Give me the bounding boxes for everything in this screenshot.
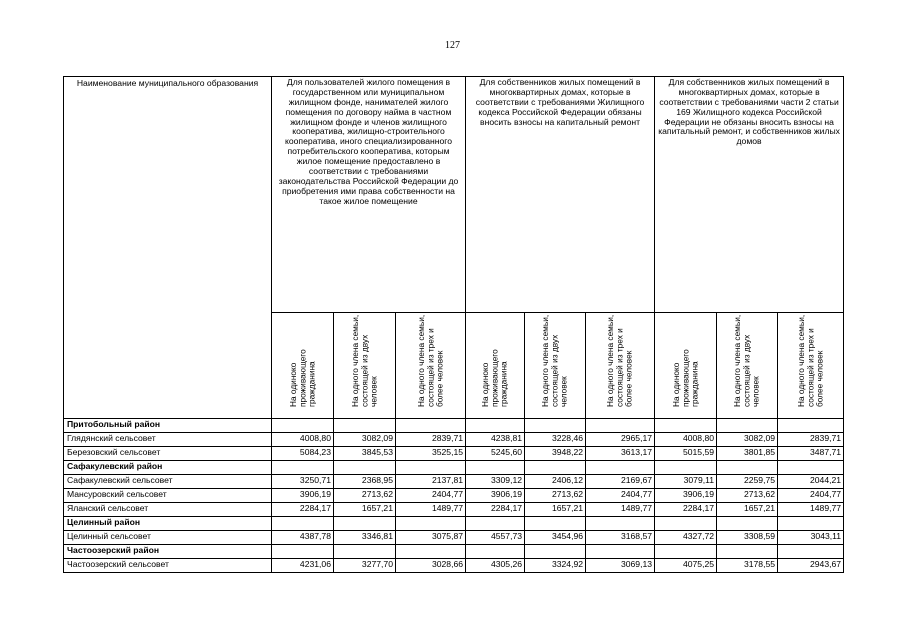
empty-cell [586, 544, 655, 558]
empty-cell [525, 516, 586, 530]
value-cell: 3845,53 [334, 446, 396, 460]
value-cell: 5015,59 [655, 446, 717, 460]
empty-cell [466, 418, 525, 432]
value-cell: 3178,55 [717, 558, 778, 572]
subcolumn-header: На одного члена семьи, состоящей из двух человек [334, 313, 396, 419]
empty-cell [778, 418, 844, 432]
empty-cell [717, 544, 778, 558]
value-cell: 5245,60 [466, 446, 525, 460]
empty-cell [272, 544, 334, 558]
value-cell: 3308,59 [717, 530, 778, 544]
municipality-name: Глядянский сельсовет [64, 432, 272, 446]
value-cell: 2839,71 [396, 432, 466, 446]
value-cell: 2368,95 [334, 474, 396, 488]
empty-cell [396, 544, 466, 558]
empty-cell [466, 544, 525, 558]
value-cell: 1657,21 [334, 502, 396, 516]
subcolumn-header: На одного члена семьи, состоящей из трех и более человек [778, 313, 844, 419]
empty-cell [586, 516, 655, 530]
value-cell: 3309,12 [466, 474, 525, 488]
value-cell: 3801,85 [717, 446, 778, 460]
name-column-header: Наименование муниципального образования [64, 77, 272, 419]
tariff-table [63, 76, 844, 573]
table-row [64, 502, 844, 516]
subcolumn-header: На одиноко проживающего гражданина [272, 313, 334, 419]
value-cell: 2044,21 [778, 474, 844, 488]
value-cell: 2284,17 [466, 502, 525, 516]
region-name: Целинный район [64, 516, 272, 530]
empty-cell [334, 418, 396, 432]
value-cell: 4387,78 [272, 530, 334, 544]
region-row [64, 418, 844, 432]
empty-cell [525, 418, 586, 432]
subcolumn-header: На одиноко проживающего гражданина [466, 313, 525, 419]
value-cell: 3075,87 [396, 530, 466, 544]
value-cell: 2713,62 [525, 488, 586, 502]
value-cell: 3906,19 [272, 488, 334, 502]
value-cell: 5084,23 [272, 446, 334, 460]
page-number: 127 [445, 40, 460, 51]
empty-cell [396, 418, 466, 432]
table-row [64, 446, 844, 460]
municipality-name: Частоозерский сельсовет [64, 558, 272, 572]
empty-cell [655, 544, 717, 558]
table-row [64, 488, 844, 502]
empty-cell [778, 460, 844, 474]
value-cell: 3043,11 [778, 530, 844, 544]
value-cell: 2137,81 [396, 474, 466, 488]
value-cell: 3228,46 [525, 432, 586, 446]
region-row [64, 516, 844, 530]
value-cell: 4238,81 [466, 432, 525, 446]
municipality-name: Яланский сельсовет [64, 502, 272, 516]
group-header-owners-exempt: Для собственников жилых помещений в многоквартирных домах, которые в соответствии с требованиями части 2 статьи 169 Жилищного кодекса Российской Федерации не обязаны вносить взносы на капитальный ремонт, и собственников жилых домов [655, 77, 844, 313]
empty-cell [525, 544, 586, 558]
value-cell: 3028,66 [396, 558, 466, 572]
value-cell: 2404,77 [396, 488, 466, 502]
empty-cell [655, 460, 717, 474]
municipality-name: Березовский сельсовет [64, 446, 272, 460]
table-row [64, 432, 844, 446]
value-cell: 2404,77 [586, 488, 655, 502]
value-cell: 2259,75 [717, 474, 778, 488]
empty-cell [525, 460, 586, 474]
value-cell: 1657,21 [525, 502, 586, 516]
region-row [64, 460, 844, 474]
value-cell: 2284,17 [272, 502, 334, 516]
empty-cell [396, 516, 466, 530]
empty-cell [334, 460, 396, 474]
value-cell: 3168,57 [586, 530, 655, 544]
value-cell: 3079,11 [655, 474, 717, 488]
value-cell: 2943,67 [778, 558, 844, 572]
value-cell: 2406,12 [525, 474, 586, 488]
value-cell: 2404,77 [778, 488, 844, 502]
municipality-name: Целинный сельсовет [64, 530, 272, 544]
value-cell: 4327,72 [655, 530, 717, 544]
value-cell: 4008,80 [655, 432, 717, 446]
empty-cell [717, 418, 778, 432]
empty-cell [466, 460, 525, 474]
region-row [64, 544, 844, 558]
group-header-tenants: Для пользователей жилого помещения в государственном или муниципальном жилищном фонде, нанимателей жилого помещения по договору найма в частном жилищном фонде и членов жилищного кооператива, жилищно-строительного кооператива, иного специализированного потребительского кооператива, которым жилое помещение предоставлено в соответствии с требованиями законодательства Российской Федерации до приобретения ими права собственности на такое жилое помещение [272, 77, 466, 313]
value-cell: 2965,17 [586, 432, 655, 446]
value-cell: 4008,80 [272, 432, 334, 446]
empty-cell [778, 516, 844, 530]
value-cell: 1489,77 [586, 502, 655, 516]
empty-cell [466, 516, 525, 530]
subcolumn-header: На одного члена семьи, состоящей из двух человек [525, 313, 586, 419]
empty-cell [655, 418, 717, 432]
value-cell: 3613,17 [586, 446, 655, 460]
value-cell: 2713,62 [717, 488, 778, 502]
value-cell: 1489,77 [778, 502, 844, 516]
subcolumn-header: На одного члена семьи, состоящей из трех и более человек [396, 313, 466, 419]
empty-cell [272, 516, 334, 530]
empty-cell [334, 516, 396, 530]
value-cell: 1489,77 [396, 502, 466, 516]
value-cell: 3906,19 [466, 488, 525, 502]
region-name: Притобольный район [64, 418, 272, 432]
value-cell: 4557,73 [466, 530, 525, 544]
value-cell: 4075,25 [655, 558, 717, 572]
empty-cell [655, 516, 717, 530]
empty-cell [272, 460, 334, 474]
value-cell: 2169,67 [586, 474, 655, 488]
value-cell: 3454,96 [525, 530, 586, 544]
region-name: Сафакулевский район [64, 460, 272, 474]
value-cell: 1657,21 [717, 502, 778, 516]
region-name: Частоозерский район [64, 544, 272, 558]
value-cell: 3324,92 [525, 558, 586, 572]
empty-cell [717, 516, 778, 530]
header-row-groups [64, 77, 844, 313]
municipality-name: Мансуровский сельсовет [64, 488, 272, 502]
table-row [64, 530, 844, 544]
value-cell: 3277,70 [334, 558, 396, 572]
empty-cell [272, 418, 334, 432]
value-cell: 2713,62 [334, 488, 396, 502]
municipality-name: Сафакулевский сельсовет [64, 474, 272, 488]
value-cell: 3082,09 [334, 432, 396, 446]
value-cell: 4305,26 [466, 558, 525, 572]
subcolumn-header: На одиноко проживающего гражданина [655, 313, 717, 419]
subcolumn-header: На одного члена семьи, состоящей из трех и более человек [586, 313, 655, 419]
table-row [64, 558, 844, 572]
group-header-owners-obliged: Для собственников жилых помещений в многоквартирных домах, которые в соответствии с требованиями Жилищного кодекса Российской Федерации обязаны вносить взносы на капитальный ремонт [466, 77, 655, 313]
empty-cell [396, 460, 466, 474]
empty-cell [586, 460, 655, 474]
value-cell: 3346,81 [334, 530, 396, 544]
value-cell: 3069,13 [586, 558, 655, 572]
empty-cell [334, 544, 396, 558]
value-cell: 2284,17 [655, 502, 717, 516]
empty-cell [778, 544, 844, 558]
value-cell: 3082,09 [717, 432, 778, 446]
table-row [64, 474, 844, 488]
subcolumn-header: На одного члена семьи, состоящей из двух человек [717, 313, 778, 419]
empty-cell [586, 418, 655, 432]
empty-cell [717, 460, 778, 474]
value-cell: 3250,71 [272, 474, 334, 488]
value-cell: 4231,06 [272, 558, 334, 572]
value-cell: 3906,19 [655, 488, 717, 502]
value-cell: 3525,15 [396, 446, 466, 460]
value-cell: 2839,71 [778, 432, 844, 446]
value-cell: 3948,22 [525, 446, 586, 460]
value-cell: 3487,71 [778, 446, 844, 460]
